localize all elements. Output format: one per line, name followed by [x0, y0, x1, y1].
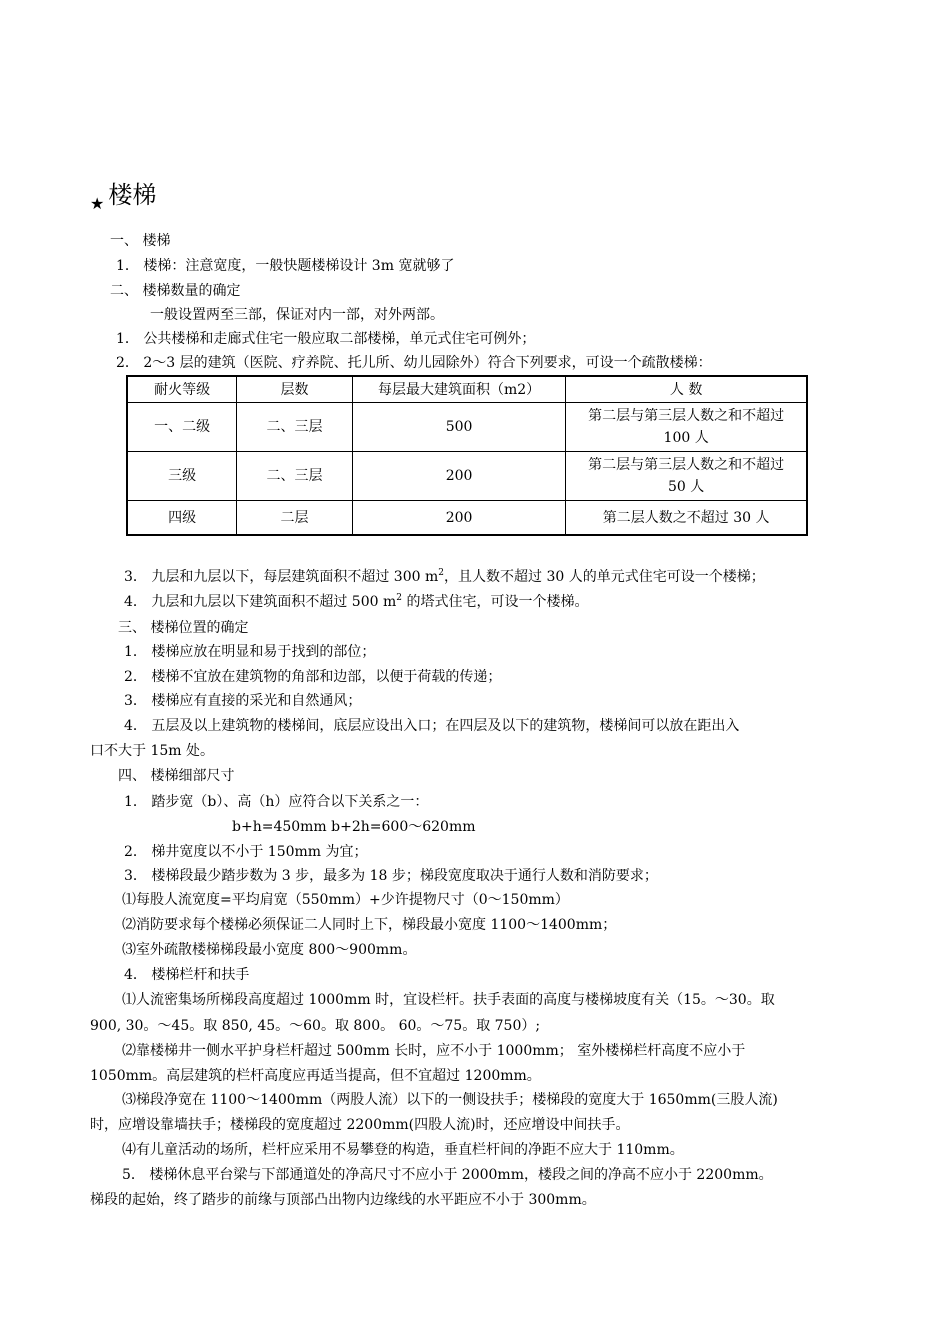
table-row — [127, 403, 807, 452]
paragraph: 3． 楼梯段最少踏步数为 3 步，最多为 18 步；梯段宽度取决于通行人数和消防要求； — [124, 868, 658, 884]
table-cell: 第二层人数之不超过 30 人 — [566, 501, 807, 536]
header-cell: 层数 — [237, 376, 353, 403]
heading-4: 四、 楼梯细部尺寸 — [118, 768, 235, 784]
paragraph: 4． 五层及以上建筑物的楼梯间，底层应设出入口；在四层及以下的建筑物，楼梯间可以放在距出入 — [124, 718, 740, 734]
table-cell: 第二层与第三层人数之和不超过 100 人 — [566, 403, 807, 452]
text: 3． 九层和九层以下，每层建筑面积不超过 300 m — [124, 569, 439, 585]
fire-rating-table — [126, 375, 808, 536]
table-cell: 二层 — [237, 501, 353, 536]
header-cell: 耐火等级 — [127, 376, 237, 403]
table-cell: 一、二级 — [127, 403, 237, 452]
star-icon: ★ — [90, 194, 105, 213]
paragraph: ⑵消防要求每个楼梯必须保证二人同时上下，梯段最小宽度 1100～1400mm； — [122, 917, 617, 933]
section-title — [90, 180, 156, 213]
title-text: 楼梯 — [108, 181, 157, 209]
table-cell: 四级 — [127, 501, 237, 536]
table-row — [127, 501, 807, 536]
formula: b+h=450mm b+2h=600～620mm — [232, 819, 476, 835]
table-cell: 第二层与第三层人数之和不超过 50 人 — [566, 452, 807, 501]
table-cell: 500 — [352, 403, 565, 452]
table-cell: 200 — [352, 501, 565, 536]
table-header-row — [127, 376, 807, 403]
paragraph: ⑷有儿童活动的场所，栏杆应采用不易攀登的构造，垂直栏杆间的净距不应大于 110mm。 — [122, 1142, 684, 1158]
paragraph: 梯段的起始，终了踏步的前缘与顶部凸出物内边缘线的水平距应不小于 300mm。 — [90, 1192, 596, 1208]
paragraph: ⑴每股人流宽度=平均肩宽（550mm）+少许提物尺寸（0～150mm） — [122, 892, 569, 908]
paragraph — [124, 593, 588, 613]
paragraph: 5． 楼梯休息平台梁与下部通道处的净高尺寸不应小于 2000mm，楼段之间的净高不应小于 2200mm。 — [122, 1167, 773, 1183]
paragraph: 时，应增设靠墙扶手；楼梯段的宽度超过 2200mm(四股人流)时，还应增设中间扶手。 — [90, 1117, 630, 1133]
text: 的塔式住宅，可设一个楼梯。 — [402, 594, 589, 610]
table-cell: 200 — [352, 452, 565, 501]
paragraph: ⑴人流密集场所梯段高度超过 1000mm 时，宜设栏杆。扶手表面的高度与楼梯坡度有关（15。～30。取 — [122, 992, 775, 1008]
paragraph: ⑶室外疏散楼梯梯段最小宽度 800～900mm。 — [122, 942, 417, 958]
text: 4． 九层和九层以下建筑面积不超过 500 m — [124, 594, 397, 610]
paragraph: 1． 楼梯应放在明显和易于找到的部位； — [124, 644, 376, 660]
paragraph: 1． 公共楼梯和走廊式住宅一般应取二部楼梯，单元式住宅可例外； — [116, 331, 536, 347]
paragraph — [124, 568, 765, 588]
paragraph: 2． 梯井宽度以不小于 150mm 为宜； — [124, 844, 368, 860]
heading-1: 一、 楼梯 — [110, 233, 171, 249]
paragraph: 2． 2～3 层的建筑（医院、疗养院、托儿所、幼儿园除外）符合下列要求，可设一个疏散楼梯： — [116, 355, 712, 371]
paragraph: 1050mm。高层建筑的栏杆高度应再适当提高，但不宜超过 1200mm。 — [90, 1068, 541, 1084]
header-cell: 人 数 — [566, 376, 807, 403]
heading-2: 二、 楼梯数量的确定 — [110, 283, 241, 299]
table-cell: 二、三层 — [237, 452, 353, 501]
paragraph: 1． 踏步宽（b）、高（h）应符合以下关系之一： — [124, 794, 429, 810]
superscript: 2 — [396, 593, 402, 603]
paragraph: ⑶梯段净宽在 1100～1400mm（两股人流）以下的一侧设扶手；楼梯段的宽度大于 1650mm(三股人流) — [122, 1092, 778, 1108]
header-cell: 每层最大建筑面积（m2） — [352, 376, 565, 403]
paragraph: 3． 楼梯应有直接的采光和自然通风； — [124, 693, 362, 709]
table-row — [127, 452, 807, 501]
text: ，且人数不超过 30 人的单元式住宅可设一个楼梯； — [444, 569, 765, 585]
paragraph: 一般设置两至三部，保证对内一部，对外两部。 — [150, 307, 444, 323]
paragraph: ⑵靠楼梯井一侧水平护身栏杆超过 500mm 长时，应不小于 1000mm； 室外楼梯栏杆高度不应小于 — [122, 1043, 746, 1059]
paragraph: 口不大于 15m 处。 — [90, 743, 214, 759]
superscript: 2 — [438, 568, 444, 578]
paragraph: 2． 楼梯不宜放在建筑物的角部和边部，以便于荷载的传递； — [124, 669, 502, 685]
table-cell: 二、三层 — [237, 403, 353, 452]
paragraph: 4． 楼梯栏杆和扶手 — [124, 967, 250, 983]
paragraph: 1． 楼梯：注意宽度，一般快题楼梯设计 3m 宽就够了 — [116, 258, 455, 274]
paragraph: 900, 30。～45。取 850, 45。～60。取 800。 60。～75。取 750）; — [90, 1018, 541, 1034]
heading-3: 三、 楼梯位置的确定 — [118, 620, 249, 636]
table-cell: 三级 — [127, 452, 237, 501]
